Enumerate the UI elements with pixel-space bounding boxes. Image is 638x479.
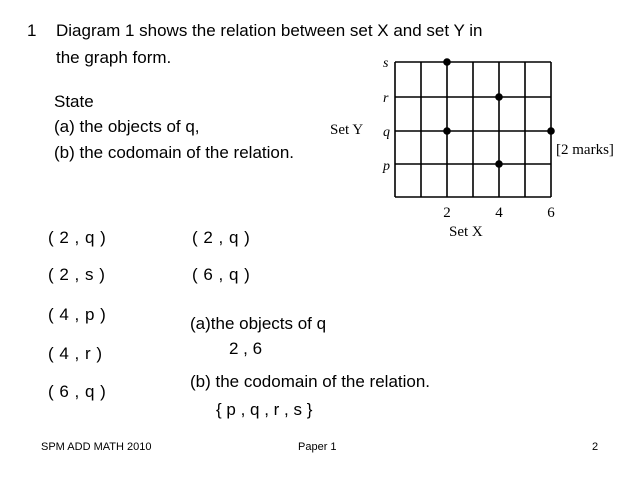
y-label-r: r bbox=[383, 91, 389, 106]
pair-left-3: ( 4 , p ) bbox=[48, 305, 107, 324]
x-label-6: 6 bbox=[547, 205, 555, 221]
answer-b-value: { p , q , r , s } bbox=[216, 400, 313, 419]
answer-b-label: (b) the codomain of the relation. bbox=[190, 372, 431, 391]
y-label-q: q bbox=[383, 125, 390, 140]
pair-left-1: ( 2 , q ) bbox=[48, 228, 107, 247]
instruction-state: State bbox=[54, 92, 94, 111]
page-number: 2 bbox=[592, 441, 599, 453]
graph-point-4-r bbox=[495, 93, 503, 101]
x-axis-title: Set X bbox=[449, 224, 483, 240]
y-label-p: p bbox=[383, 159, 390, 174]
y-label-s: s bbox=[383, 56, 389, 71]
pair-left-2: ( 2 , s ) bbox=[48, 265, 106, 284]
instruction-a: (a) the objects of q, bbox=[54, 117, 200, 136]
pair-right-1: ( 2 , q ) bbox=[192, 228, 251, 247]
relation-graph bbox=[320, 50, 638, 245]
graph-point-2-q bbox=[443, 127, 451, 135]
answer-a-value: 2 , 6 bbox=[229, 339, 263, 358]
pair-left-4: ( 4 , r ) bbox=[48, 344, 103, 363]
x-label-4: 4 bbox=[495, 205, 503, 221]
footer-left: SPM ADD MATH 2010 bbox=[41, 441, 152, 453]
question-line-2: the graph form. bbox=[56, 48, 172, 67]
x-label-2: 2 bbox=[443, 205, 451, 221]
answer-a-label: (a)the objects of q bbox=[190, 314, 327, 333]
question-number: 1 bbox=[27, 21, 37, 40]
pair-right-2: ( 6 , q ) bbox=[192, 265, 251, 284]
pair-left-5: ( 6 , q ) bbox=[48, 382, 107, 401]
graph-point-4-p bbox=[495, 160, 503, 168]
graph-grid bbox=[395, 62, 551, 197]
question-line-1: Diagram 1 shows the relation between set X and set Y in bbox=[56, 21, 483, 40]
instruction-b: (b) the codomain of the relation. bbox=[54, 143, 295, 162]
footer-center: Paper 1 bbox=[298, 441, 337, 453]
marks-label: [2 marks] bbox=[556, 142, 614, 158]
y-axis-title: Set Y bbox=[330, 122, 364, 138]
graph-point-6-q bbox=[547, 127, 555, 135]
graph-point-2-s bbox=[443, 58, 451, 66]
